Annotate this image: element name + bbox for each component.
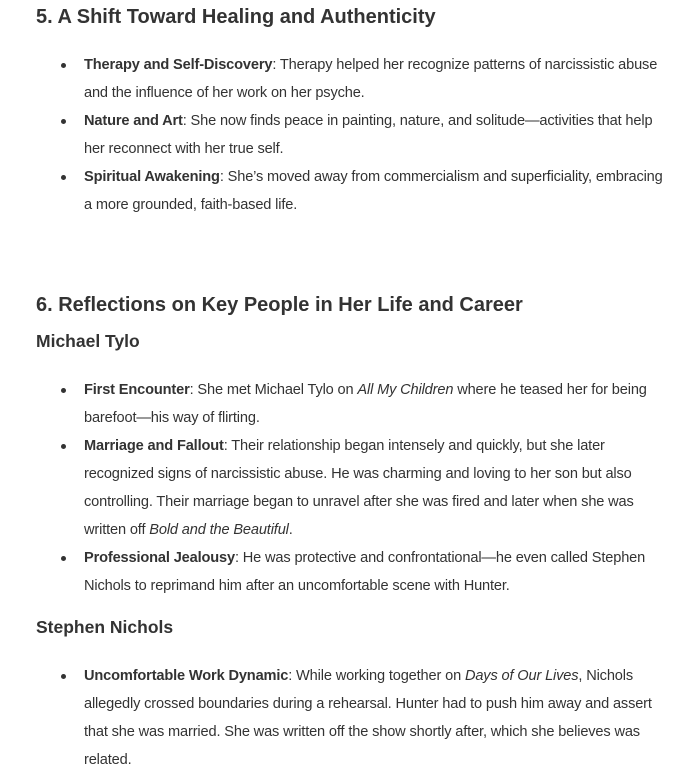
list-item (0, 432, 672, 544)
item-text: : She’s moved away from commercialism and superficiality, embracing a more grounded, faith-based life. (84, 169, 663, 213)
section-heading: 6. Reflections on Key People in Her Life and Career (36, 294, 523, 316)
list-item (0, 376, 672, 432)
item-title-italic: Days of Our Lives (464, 668, 579, 684)
item-text: where he teased her for being barefoot—his way of flirting. (84, 382, 647, 426)
list-item (0, 662, 672, 774)
item-text: : Therapy helped her recognize patterns of narcissistic abuse and the influence of her work on her psyche. (84, 57, 658, 101)
subheading: Stephen Nichols (36, 617, 174, 637)
subheading: Michael Tylo (36, 331, 140, 351)
item-term: First Encounter (84, 382, 190, 398)
bullet-list (0, 51, 672, 219)
item-text: , Nichols allegedly crossed boundaries during a rehearsal. Hunter had to push him away and assert that she was married. She was written off the show shortly after, which she believes was related. (84, 668, 652, 768)
item-title-italic: All My Children (357, 382, 454, 398)
list-item (0, 163, 672, 219)
bullet-list (0, 662, 672, 774)
list-item (0, 51, 672, 107)
list-item (0, 544, 672, 600)
item-text: : She now finds peace in painting, nature, and solitude—activities that help her reconnect with her true self. (84, 113, 653, 157)
item-title-italic: Bold and the Beautiful (149, 522, 289, 538)
item-term: Therapy and Self-Discovery (84, 57, 273, 73)
bullet-list (0, 376, 672, 600)
item-term: Professional Jealousy (84, 550, 235, 566)
item-text: : She met Michael Tylo on (189, 382, 358, 398)
section-heading: 5. A Shift Toward Healing and Authenticity (36, 6, 436, 28)
item-text: : Their relationship began intensely and quickly, but she later recognized signs of narcissistic abuse. He was charming and loving to her son but also controlling. Their marriage began to unravel after she was fired and later when she was written off (84, 438, 634, 538)
item-text: : He was protective and confrontational—he even called Stephen Nichols to reprimand him after an uncomfortable scene with Hunter. (84, 550, 646, 594)
item-term: Marriage and Fallout (84, 438, 224, 454)
list-item (0, 107, 672, 163)
item-term: Spiritual Awakening (84, 169, 220, 185)
item-term: Uncomfortable Work Dynamic (84, 668, 289, 684)
item-term: Nature and Art (84, 113, 183, 129)
item-text: : While working together on (288, 668, 465, 684)
item-text: . (288, 522, 293, 538)
